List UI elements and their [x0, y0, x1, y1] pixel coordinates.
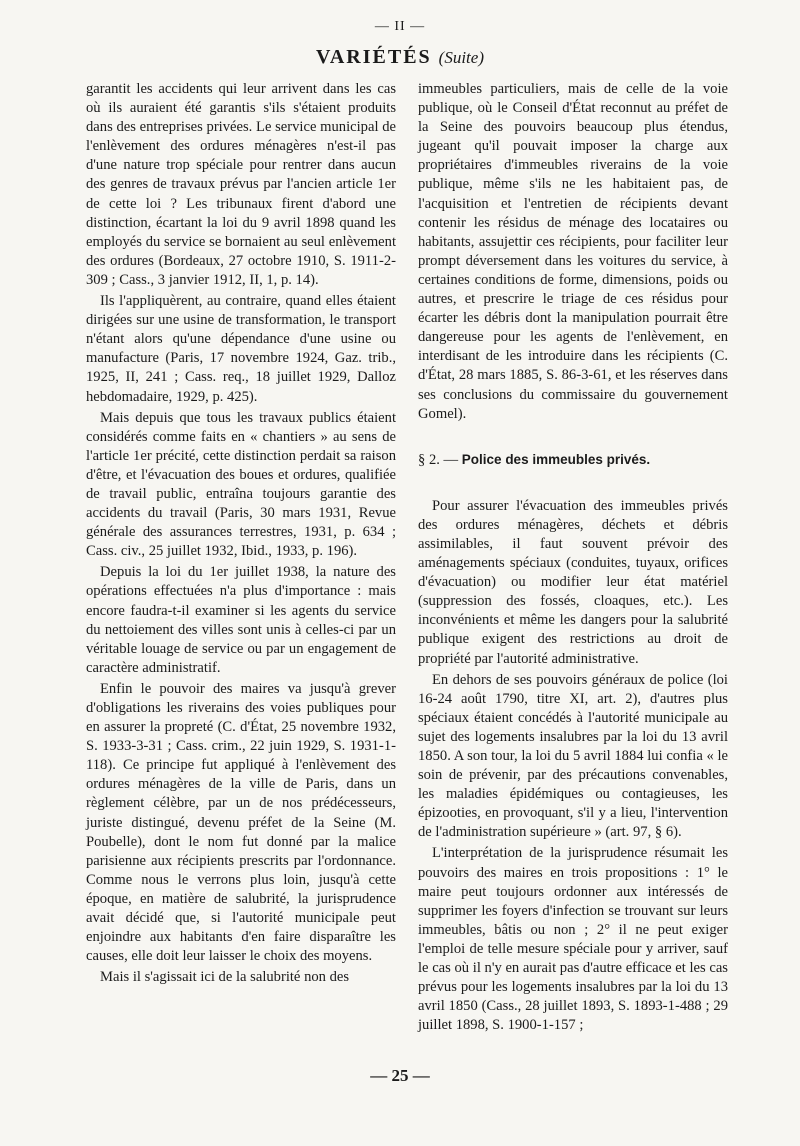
- paragraph: En dehors de ses pouvoirs généraux de police (loi 16-24 août 1790, titre XI, art. 2), d'autres plus spéciaux étaient concédés à l'autorité municipale au sujet des logements insalubres par la loi du 13 avril 1850. A son tour, la loi du 5 avril 1884 lui confia « le soin de prévenir, par des précautions convenables, les maladies épidémiques ou contagieuses, les épizooties, en provoquant, s'il y a lieu, l'intervention de l'administration supérieure » (art. 97, § 6).: [418, 671, 728, 841]
- paragraph: Mais il s'agissait ici de la salubrité non des: [100, 969, 350, 986]
- subsection-title: Police des immeubles privés.: [461, 451, 651, 467]
- page-number: — 25 —: [370, 1066, 430, 1085]
- paragraph: Pour assurer l'évacuation des immeubles privés des ordures ménagères, déchets et débris assimilables, il faut souvent prévoir des aménagements spéciaux (conduites, tuyaux, orifices d'évacuation) ou modifier leur état matériel (suppression des fossés, cloaques, etc.). Les inconvénients et même les dangers pour la salubrité publique exigent des restrictions au droit de propriété par l'autorité administrative.: [418, 497, 728, 667]
- paragraph: Mais depuis que tous les travaux publics étaient considérés comme faits en « chantiers » au sens de l'article 1er précité, cette distinction perdait sa raison d'être, et l'évacuation des boues et ordures, qualifiée de travail public, entraîna toujours garantie des accidents du travail (Paris, 30 mars 1931, Revue générale des assurances terrestres, 1931, p. 634 ; Cass. civ., 25 juillet 1932, Ibid., 1933, p. 196).: [86, 409, 396, 560]
- paragraph: L'interprétation de la jurisprudence résumait les pouvoirs des maires en trois propositions : 1° le maire peut toujours ordonner aux intéressés de supprimer les foyers d'infection se trouvant sur leurs immeubles, bâtis ou non ; 2° il ne peut exiger l'emploi de telle mesure spéciale pour y arriver, sauf le cas où il n'y en aurait pas d'autre efficace et les cas prévus pour les logements insalubres par la loi du 13 avril 1850 (Cass., 28 juillet 1893, S. 1893-1-488 ; 29 juillet 1898, S. 1900-1-157 ;: [418, 845, 728, 1034]
- paragraph: immeubles particuliers, mais de celle de la voie publique, où le Conseil d'État reconnut au préfet de la Seine des pouvoirs beaucoup plus étendus, jugeant qu'il pouvait imposer la charge aux propriétaires d'immeubles riverains de la voie publique, même s'ils ne les habitaient pas, de l'acquisition et l'entretien de récipients devant contenir les résidus de ménage des locataires ou habitants, assujettir ces récipients, pour faciliter leur prompt déversement dans les voitures du service, à certaines conditions de forme, dimensions, poids ou autres, et prescrire le triage de ces résidus pour écarter les débris dont la manipulation pourrait être dangereuse pour les agents de l'enlèvement, en interdisant de les introduire dans les récipients (C. d'État, 28 mars 1885, S. 86-3-61, et les réserves dans ses conclusions du commissaire du gouvernement Gomel).: [418, 81, 728, 422]
- right-column: [418, 80, 728, 1035]
- subsection-number: § 2. —: [418, 451, 459, 468]
- title-text: VARIÉTÉS: [315, 46, 432, 68]
- paragraph: Enfin le pouvoir des maires va jusqu'à grever d'obligations les riverains des voies publiques pour en assurer la propreté (C. d'État, 25 novembre 1932, S. 1933-3-31 ; Cass. crim., 22 juin 1929, S. 1931-1-118). Ce principe fut appliqué à l'enlèvement des ordures ménagères de la ville de Paris, dans un règlement célèbre, par un de nos prédécesseurs, juriste distingué, devenu préfet de la Seine (M. Poubelle), dont le nom fut donné par la malice parisienne aux récipients prescrits par l'ordonnance. Comme nous le verrons plus loin, jusqu'à cette époque, en matière de salubrité, la jurisprudence avait décidé que, si l'autorité municipale peut enjoindre aux habitants d'en faire disparaître les causes, elle doit leur laisser le choix des moyens.: [86, 680, 396, 965]
- left-column: [86, 80, 396, 987]
- paragraph: Depuis la loi du 1er juillet 1938, la nature des opérations effectuées n'a plus d'importance : mais encore faudra-t-il examiner si les agents du service du nettoiement des villes sont unis à celles-ci par un véritable louage de service ou par un engagement de caractère administratif.: [86, 564, 396, 676]
- title-suffix: (Suite): [438, 48, 484, 67]
- subsection-heading: [418, 450, 728, 470]
- page-number-roman: — II —: [374, 19, 426, 34]
- paragraph: Ils l'appliquèrent, au contraire, quand elles étaient dirigées sur une usine de transformation, le transport n'étant alors qu'une dépendance d'une usine ou manufacture (Paris, 17 novembre 1924, Gaz. trib., 1925, II, 241 ; Cass. req., 18 juillet 1929, Dalloz hebdomadaire, 1929, p. 425).: [86, 293, 396, 405]
- section-title: [0, 46, 800, 69]
- paragraph: garantit les accidents qui leur arrivent dans les cas où ils auraient été garantis s'ils s'étaient produits dans des entreprises privées. Le service municipal de l'enlèvement des ordures ménagères n'est-il pas d'une nature trop spéciale pour rentrer dans aucun des genres de travaux prévus par l'ancien article 1er de cette loi ? Les tribunaux firent d'abord une distinction, écartant la loi du 9 avril 1898 quand les employés du service se bornaient au seul enlèvement des ordures (Bordeaux, 27 octobre 1910, S. 1911-2-309 ; Cass., 3 janvier 1912, II, 1, p. 14).: [86, 81, 396, 288]
